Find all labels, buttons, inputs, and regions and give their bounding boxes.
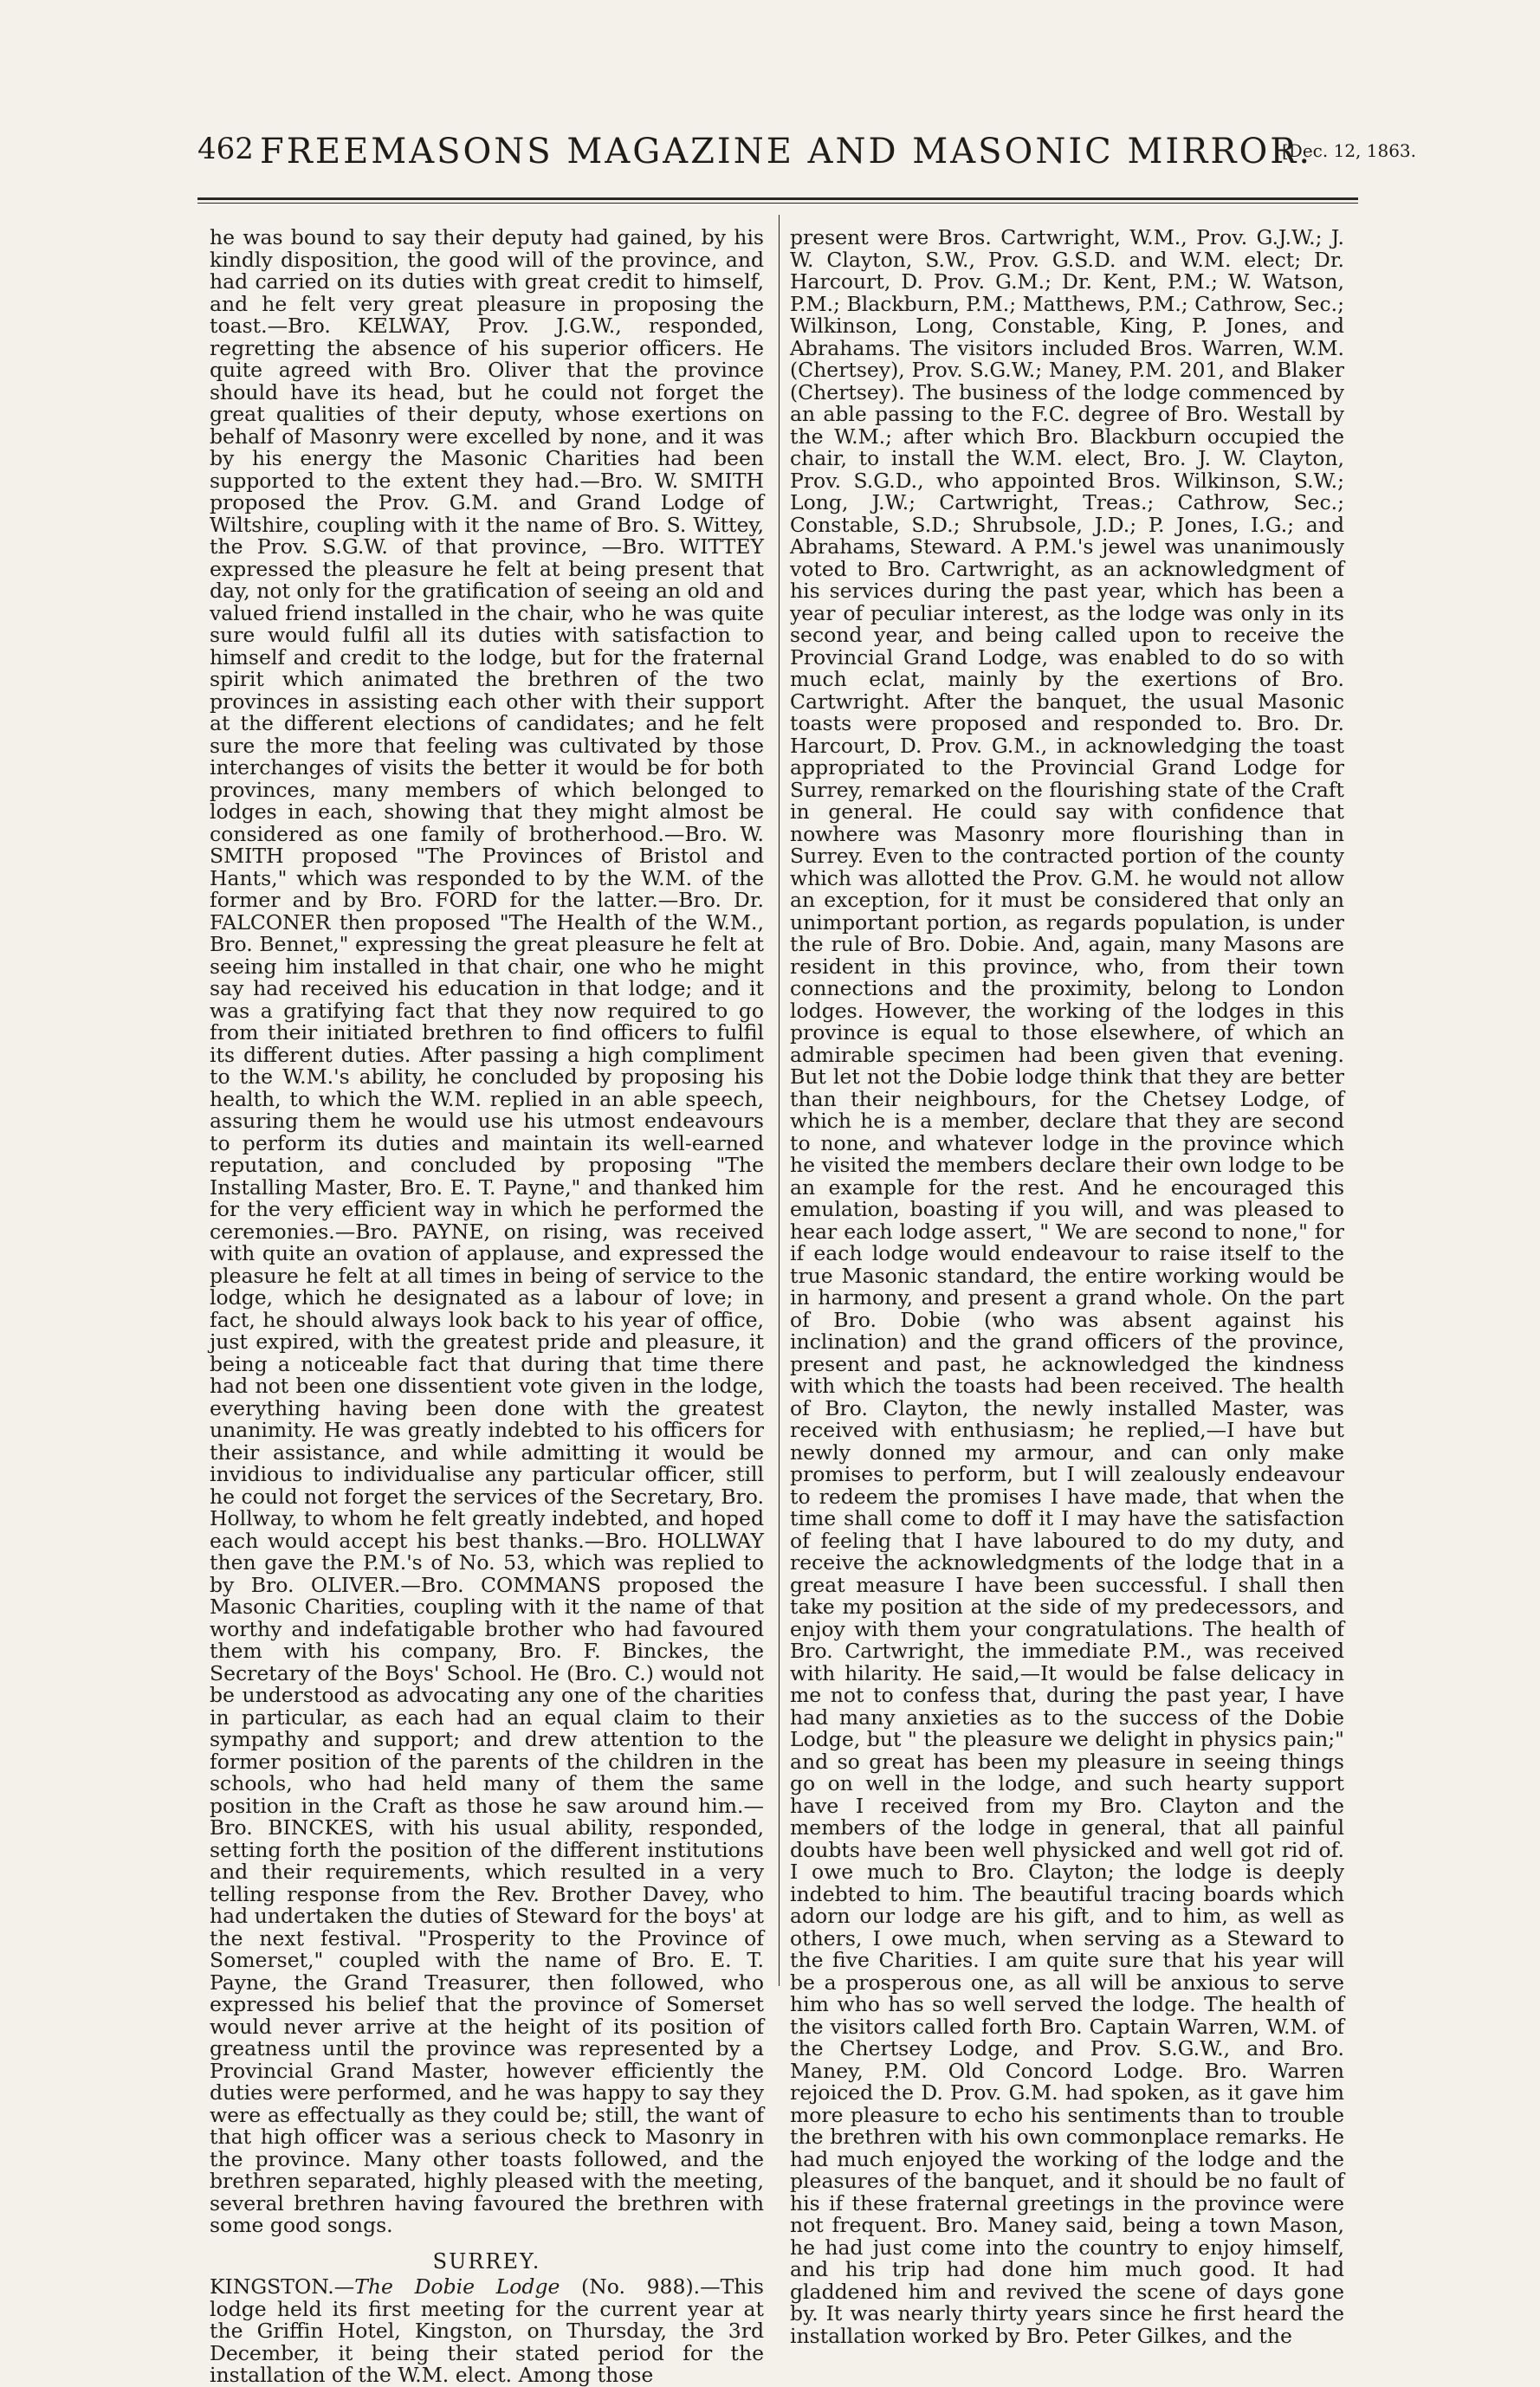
place-name: KINGSTON.— <box>210 2274 355 2299</box>
header-rule <box>197 197 1358 200</box>
column-divider <box>779 215 780 1986</box>
page-number: 462 <box>197 132 254 166</box>
right-column <box>790 225 1344 2348</box>
header-rule-thin <box>197 203 1358 204</box>
left-paragraph-1: he was bound to say their deputy had gained, by his kindly disposition, the good will of the province, and had carried on its duties with great credit to himself, and he felt very great pleasure in proposing the toast.—Bro. KELWAY, Prov. J.G.W., responded, regretting the absence of his superior officers. He quite agreed with Bro. Oliver that the province should have its head, but he could not forget the great qualities of their deputy, whose exertions on behalf of Masonry were excelled by none, and it was by his energy the Masonic Charities had been supported to the extent they had.—Bro. W. SMITH proposed the Prov. G.M. and Grand Lodge of Wiltshire, coupling with it the name of Bro. S. Wittey, the Prov. S.G.W. of that province, —Bro. WITTEY expressed the pleasure he felt at being present that day, not only for the gratification of seeing an old and valued friend installed in the chair, who he was quite sure would fulfil all its duties with satisfaction to himself and credit to the lodge, but for the fraternal spirit which animated the brethren of the two provinces in assisting each other with their support at the different elections of candidates; and he felt sure the more that feeling was cultivated by those interchanges of visits the better it would be for both provinces, many members of which belonged to lodges in each, showing that they might almost be considered as one family of brotherhood.—Bro. W. SMITH proposed "The Provinces of Bristol and Hants," which was responded to by the W.M. of the former and by Bro. FORD for the latter.—Bro. Dr. FALCONER then proposed "The Health of the W.M., Bro. Bennet," expressing the great pleasure he felt at seeing him installed in that chair, one who he might say had received his education in that lodge; and it was a gratifying fact that they now required to go from their initiated brethren to find officers to fulfil its different duties. After passing a high compliment to the W.M.'s ability, he concluded by proposing his health, to which the W.M. replied in an able speech, assuring them he would use his utmost endeavours to perform its duties and maintain its well-earned reputation, and concluded by proposing "The Installing Master, Bro. E. T. Payne," and thanked him for the very efficient way in which he performed the ceremonies.—Bro. PAYNE, on rising, was received with quite an ovation of applause, and expressed the pleasure he felt at all times in being of service to the lodge, which he designated as a labour of love; in fact, he should always look back to his year of office, just expired, with the greatest pride and pleasure, it being a noticeable fact that during that time there had not been one dissentient vote given in the lodge, everything having been done with the greatest unanimity. He was greatly indebted to his officers for their assistance, and while admitting it would be invidious to individualise any particular officer, still he could not forget the services of the Secretary, Bro. Hollway, to whom he felt greatly indebted, and hoped each would accept his best thanks.—Bro. HOLLWAY then gave the P.M.'s of No. 53, which was replied to by Bro. OLIVER.—Bro. COMMANS proposed the Masonic Charities, coupling with it the name of that worthy and indefatigable brother who had favoured them with his company, Bro. F. Binckes, the Secretary of the Boys' School. He (Bro. C.) would not be understood as advocating any one of the charities in particular, as each had an equal claim to their sympathy and support; and drew attention to the former position of the parents of the children in the schools, who had held many of them the same position in the Craft as those he saw around him.—Bro. BINCKES, with his usual ability, responded, setting forth the position of the different institutions and their requirements, which resulted in a very telling response from the Rev. Brother Davey, who had undertaken the duties of Steward for the boys' at the next festival. "Prosperity to the Province of Somerset," coupled with the name of Bro. E. T. Payne, the Grand Treasurer, then followed, who expressed his belief that the province of Somerset would never arrive at the height of its position of greatness until the province was represented by a Provincial Grand Master, however efficiently the duties were performed, and he was happy to say they were as effectually as they could be; still, the want of that high officer was a serious check to Masonry in the province. Many other toasts followed, and the brethren separated, highly pleased with the meeting, several brethren having favoured the brethren with some good songs. <box>210 225 764 2237</box>
section-heading-surrey: SURREY. <box>432 2248 541 2274</box>
left-paragraph-2 <box>210 2276 764 2387</box>
issue-date: [Dec. 12, 1863. <box>1282 140 1417 161</box>
lodge-name: The Dobie Lodge <box>354 2274 560 2299</box>
masthead-title: FREEMASONS MAGAZINE AND MASONIC MIRROR. <box>260 132 1313 171</box>
right-paragraph-1: present were Bros. Cartwright, W.M., Prov. G.J.W.; J. W. Clayton, S.W., Prov. G.S.D. and W.M. elect; Dr. Harcourt, D. Prov. G.M.; Dr. Kent, P.M.; W. Watson, P.M.; Blackburn, P.M.; Matthews, P.M.; Cathrow, Sec.; Wilkinson, Long, Constable, King, P. Jones, and Abrahams. The visitors included Bros. Warren, W.M. (Chertsey), Prov. S.G.W.; Maney, P.M. 201, and Blaker (Chertsey). The business of the lodge commenced by an able passing to the F.C. degree of Bro. Westall by the W.M.; after which Bro. Blackburn occupied the chair, to install the W.M. elect, Bro. J. W. Clayton, Prov. S.G.D., who appointed Bros. Wilkinson, S.W.; Long, J.W.; Cartwright, Treas.; Cathrow, Sec.; Constable, S.D.; Shrubsole, J.D.; P. Jones, I.G.; and Abrahams, Steward. A P.M.'s jewel was unanimously voted to Bro. Cartwright, as an acknowledgment of his services during the past year, which has been a year of peculiar interest, as the lodge was only in its second year, and being called upon to receive the Provincial Grand Lodge, was enabled to do so with much eclat, mainly by the exertions of Bro. Cartwright. After the banquet, the usual Masonic toasts were proposed and responded to. Bro. Dr. Harcourt, D. Prov. G.M., in acknowledging the toast appropriated to the Provincial Grand Lodge for Surrey, remarked on the flourishing state of the Craft in general. He could say with confidence that nowhere was Masonry more flourishing than in Surrey. Even to the contracted portion of the county which was allotted the Prov. G.M. he would not allow an exception, for it must be considered that only an unimportant portion, as regards population, is under the rule of Bro. Dobie. And, again, many Masons are resident in this province, who, from their town connections and the proximity, belong to London lodges. However, the working of the lodges in this province is equal to those elsewhere, of which an admirable specimen had been given that evening. But let not the Dobie lodge think that they are better than their neighbours, for the Chetsey Lodge, of which he is a member, declare that they are second to none, and whatever lodge in the province which he visited the members declare their own lodge to be an example for the rest. And he encouraged this emulation, boasting if you will, and was pleased to hear each lodge assert, " We are second to none," for if each lodge would endeavour to raise itself to the true Masonic standard, the entire working would be in harmony, and present a grand whole. On the part of Bro. Dobie (who was absent against his inclination) and the grand officers of the province, present and past, he acknowledged the kindness with which the toasts had been received. The health of Bro. Clayton, the newly installed Master, was received with enthusiasm; he replied,—I have but newly donned my armour, and can only make promises to perform, but I will zealously endeavour to redeem the promises I have made, that when the time shall come to doff it I may have the satisfaction of feeling that I have laboured to do my duty, and receive the acknowledgments of the lodge that in a great measure I have been successful. I shall then take my position at the side of my predecessors, and enjoy with them your congratulations. The health of Bro. Cartwright, the immediate P.M., was received with hilarity. He said,—It would be false delicacy in me not to confess that, during the past year, I have had many anxieties as to the success of the Dobie Lodge, but " the pleasure we delight in physics pain;" and so great has been my pleasure in seeing things go on well in the lodge, and such hearty support have I received from my Bro. Clayton and the members of the lodge in general, that all painful doubts have been well physicked and well got rid of. I owe much to Bro. Clayton; the lodge is deeply indebted to him. The beautiful tracing boards which adorn our lodge are his gift, and to him, as well as others, I owe much, when serving as a Steward to the five Charities. I am quite sure that his year will be a prosperous one, as all will be anxious to serve him who has so well served the lodge. The health of the visitors called forth Bro. Captain Warren, W.M. of the Chertsey Lodge, and Prov. S.G.W., and Bro. Maney, P.M. Old Concord Lodge. Bro. Warren rejoiced the D. Prov. G.M. had spoken, as it gave him more pleasure to echo his sentiments than to trouble the brethren with his own commonplace remarks. He had much enjoyed the working of the lodge and the pleasures of the banquet, and it should be no fault of his if these fraternal greetings in the province were not frequent. Bro. Maney said, being a town Mason, he had just come into the country to enjoy himself, and his trip had done him much good. It had gladdened him and revived the scene of days gone by. It was nearly thirty years since he first heard the installation worked by Bro. Peter Gilkes, and the <box>790 225 1344 2348</box>
left-paragraph-2-text: (No. 988).—This lodge held its first meeting for the current year at the Griffin Hotel, Kingston, on Thursday, the 3rd December, it being their stated period for the installation of the W.M. elect. Among those <box>210 2274 764 2387</box>
left-column <box>210 225 764 2387</box>
